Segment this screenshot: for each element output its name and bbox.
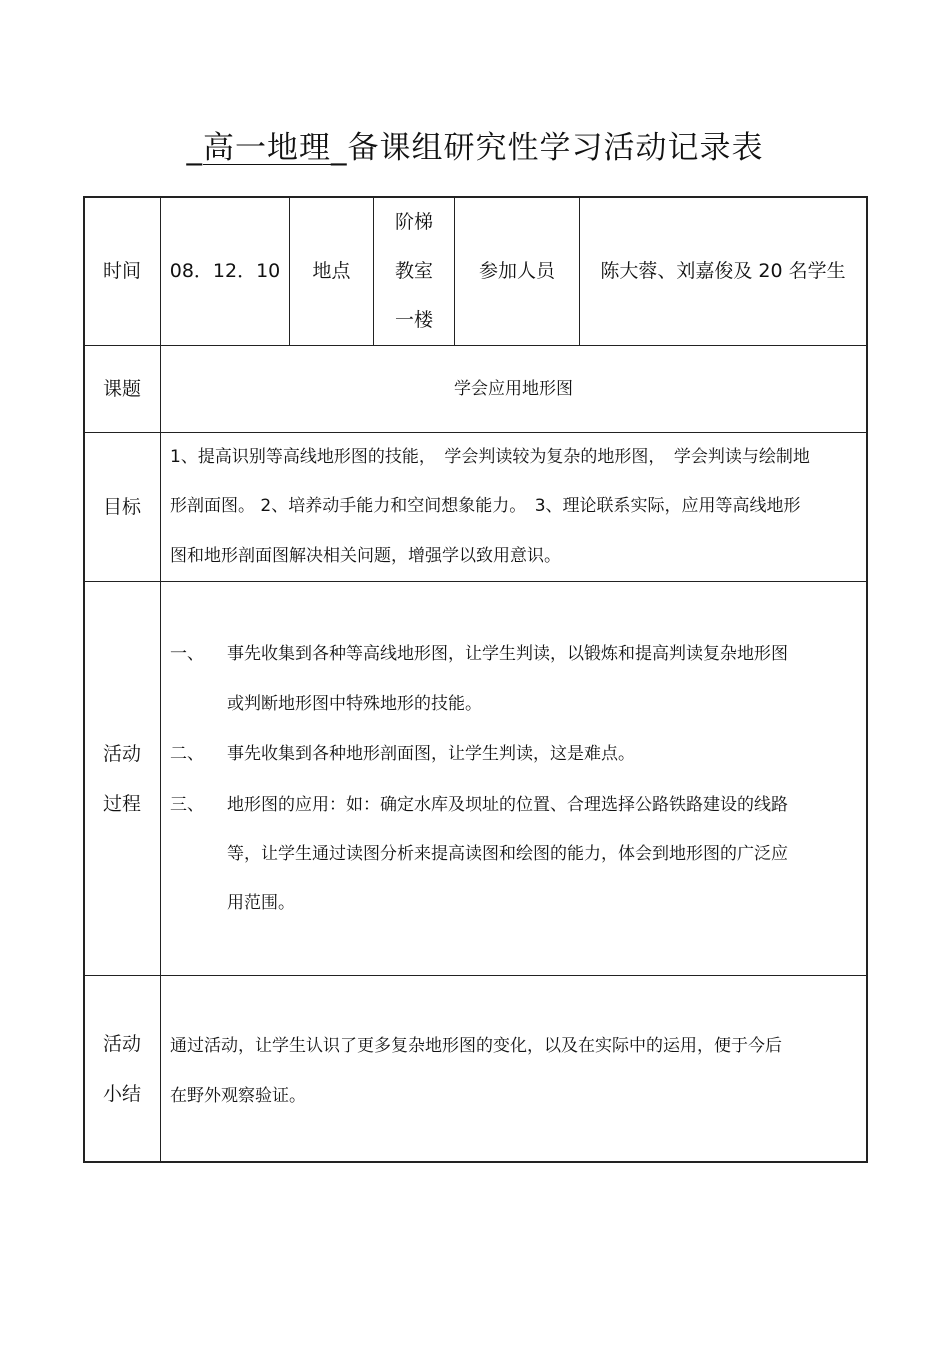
title-subject: 高一地理 [203,130,331,166]
process-line: 事先收集到各种地形剖面图，让学生判读，这是难点。 [227,744,635,764]
table-row-divider [83,581,868,582]
time-value: 08．12．10 [169,260,281,282]
topic-value: 学会应用地形图 [454,379,573,399]
process-line: 事先收集到各种等高线地形图，让学生判读，以锻炼和提高判读复杂地形图 [227,644,788,664]
topic-label: 课题 [102,378,141,400]
participants-label: 参加人员 [478,260,555,282]
title-rest: 备课组研究性学习活动记录表 [347,130,764,166]
process-marker: 三、 [170,795,204,815]
process-label-line: 活动 [102,742,141,765]
process-line: 或判断地形图中特殊地形的技能。 [227,694,482,714]
page-title [0,126,950,170]
goal-line: 形剖面图。 2、培养动手能力和空间想象能力。 3、理论联系实际，应用等高线地形 [170,496,801,516]
process-marker: 一、 [170,644,204,664]
process-line: 地形图的应用：如：确定水库及坝址的位置、合理选择公路铁路建设的线路 [227,795,788,815]
process-marker: 二、 [170,744,204,764]
place-label: 地点 [312,260,351,282]
goal-label: 目标 [102,496,141,518]
time-label: 时间 [102,260,141,282]
place-value-line: 阶梯 [394,210,433,233]
summary-label-line: 活动 [102,1032,141,1055]
process-label-line: 过程 [102,792,141,815]
summary-line: 在野外观察验证。 [170,1086,306,1106]
title-mid: _ [331,130,348,166]
place-value [374,196,454,346]
place-value-line: 一楼 [394,308,433,331]
summary-label [84,976,160,1161]
table-border-bottom [83,1161,868,1163]
process-line: 用范围。 [227,893,295,913]
goal-line: 图和地形剖面图解决相关问题，增强学以致用意识。 [170,546,561,566]
process-label [84,582,160,975]
process-line: 等，让学生通过读图分析来提高读图和绘图的能力，体会到地形图的广泛应 [227,844,788,864]
place-value-line: 教室 [394,259,433,282]
summary-line: 通过活动，让学生认识了更多复杂地形图的变化，以及在实际中的运用，便于今后 [170,1036,782,1056]
table-row-divider [83,975,868,976]
summary-label-line: 小结 [102,1082,141,1105]
title-prefix: _ [186,130,203,166]
goal-line: 1、提高识别等高线地形图的技能， 学会判读较为复杂的地形图， 学会判读与绘制地 [170,447,810,467]
participants-value: 陈大蓉、刘嘉俊及 20 名学生 [600,260,846,282]
table-border-right [866,196,868,1162]
